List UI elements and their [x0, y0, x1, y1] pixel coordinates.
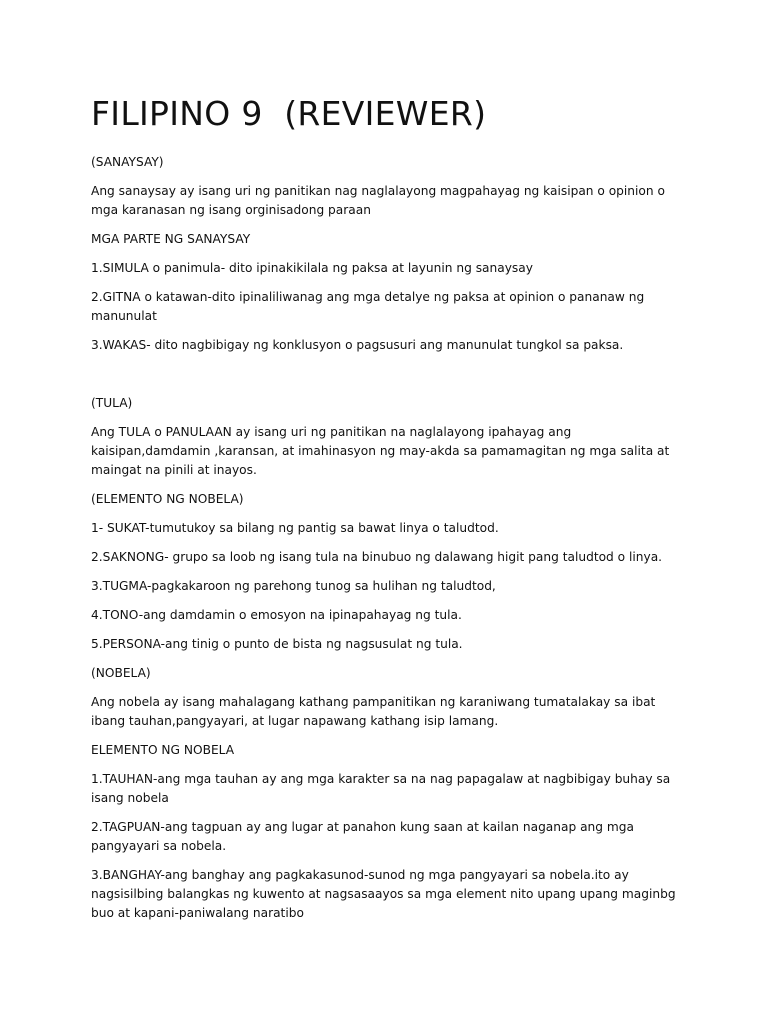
tula-elements-heading: (ELEMENTO NG NOBELA)	[91, 492, 244, 506]
sanaysay-part-simula: 1.SIMULA o panimula- dito ipinakikilala ng paksa at layunin ng sanaysay	[91, 261, 533, 275]
sanaysay-parts-heading: MGA PARTE NG SANAYSAY	[91, 232, 251, 246]
sanaysay-heading: (SANAYSAY)	[91, 155, 164, 169]
tula-element-tugma: 3.TUGMA-pagkakaroon ng parehong tunog sa hulihan ng taludtod,	[91, 579, 496, 593]
tula-element-tono: 4.TONO-ang damdamin o emosyon na ipinapahayag ng tula.	[91, 608, 462, 622]
tula-element-sukat: 1- SUKAT-tumutukoy sa bilang ng pantig sa bawat linya o taludtod.	[91, 521, 499, 535]
nobela-element-tauhan: 1.TAUHAN-ang mga tauhan ay ang mga karakter sa na nag papagalaw at nagbibigay buhay sa isang nobela	[91, 772, 671, 805]
tula-definition: Ang TULA o PANULAAN ay isang uri ng panitikan na naglalayong ipahayag ang kaisipan,damdamin ,karansan, at imahinasyon ng may-akda sa pamamagitan ng mga salita at maingat na pinili at inayos.	[91, 425, 670, 477]
tula-heading: (TULA)	[91, 396, 133, 410]
nobela-heading: (NOBELA)	[91, 666, 151, 680]
sanaysay-part-wakas: 3.WAKAS- dito nagbibigay ng konklusyon o pagsusuri ang manunulat tungkol sa paksa.	[91, 338, 624, 352]
sanaysay-definition: Ang sanaysay ay isang uri ng panitikan nag naglalayong magpahayag ng kaisipan o opinion o mga karanasan ng isang orginisadong paraan	[91, 184, 665, 217]
document-title: FILIPINO 9 (REVIEWER)	[91, 94, 487, 133]
sanaysay-part-gitna: 2.GITNA o katawan-dito ipinaliliwanag ang mga detalye ng paksa at opinion o pananaw ng manunulat	[91, 290, 645, 323]
document-page	[91, 92, 691, 933]
tula-element-persona: 5.PERSONA-ang tinig o punto de bista ng nagsusulat ng tula.	[91, 637, 463, 651]
nobela-element-banghay: 3.BANGHAY-ang banghay ang pagkakasunod-sunod ng mga pangyayari sa nobela.ito ay nagsisilbing balangkas ng kuwento at nagsasaayos sa mga element nito upang upang maginbg buo at kapani-paniwalang naratibo	[91, 868, 676, 920]
nobela-definition: Ang nobela ay isang mahalagang kathang pampanitikan ng karaniwang tumatalakay sa ibat ibang tauhan,pangyayari, at lugar napawang kathang isip lamang.	[91, 695, 656, 728]
nobela-element-tagpuan: 2.TAGPUAN-ang tagpuan ay ang lugar at panahon kung saan at kailan naganap ang mga pangyayari sa nobela.	[91, 820, 634, 853]
section-spacer	[91, 365, 691, 394]
tula-element-saknong: 2.SAKNONG- grupo sa loob ng isang tula na binubuo ng dalawang higit pang taludtod o linya.	[91, 550, 663, 564]
nobela-elements-heading: ELEMENTO NG NOBELA	[91, 743, 235, 757]
